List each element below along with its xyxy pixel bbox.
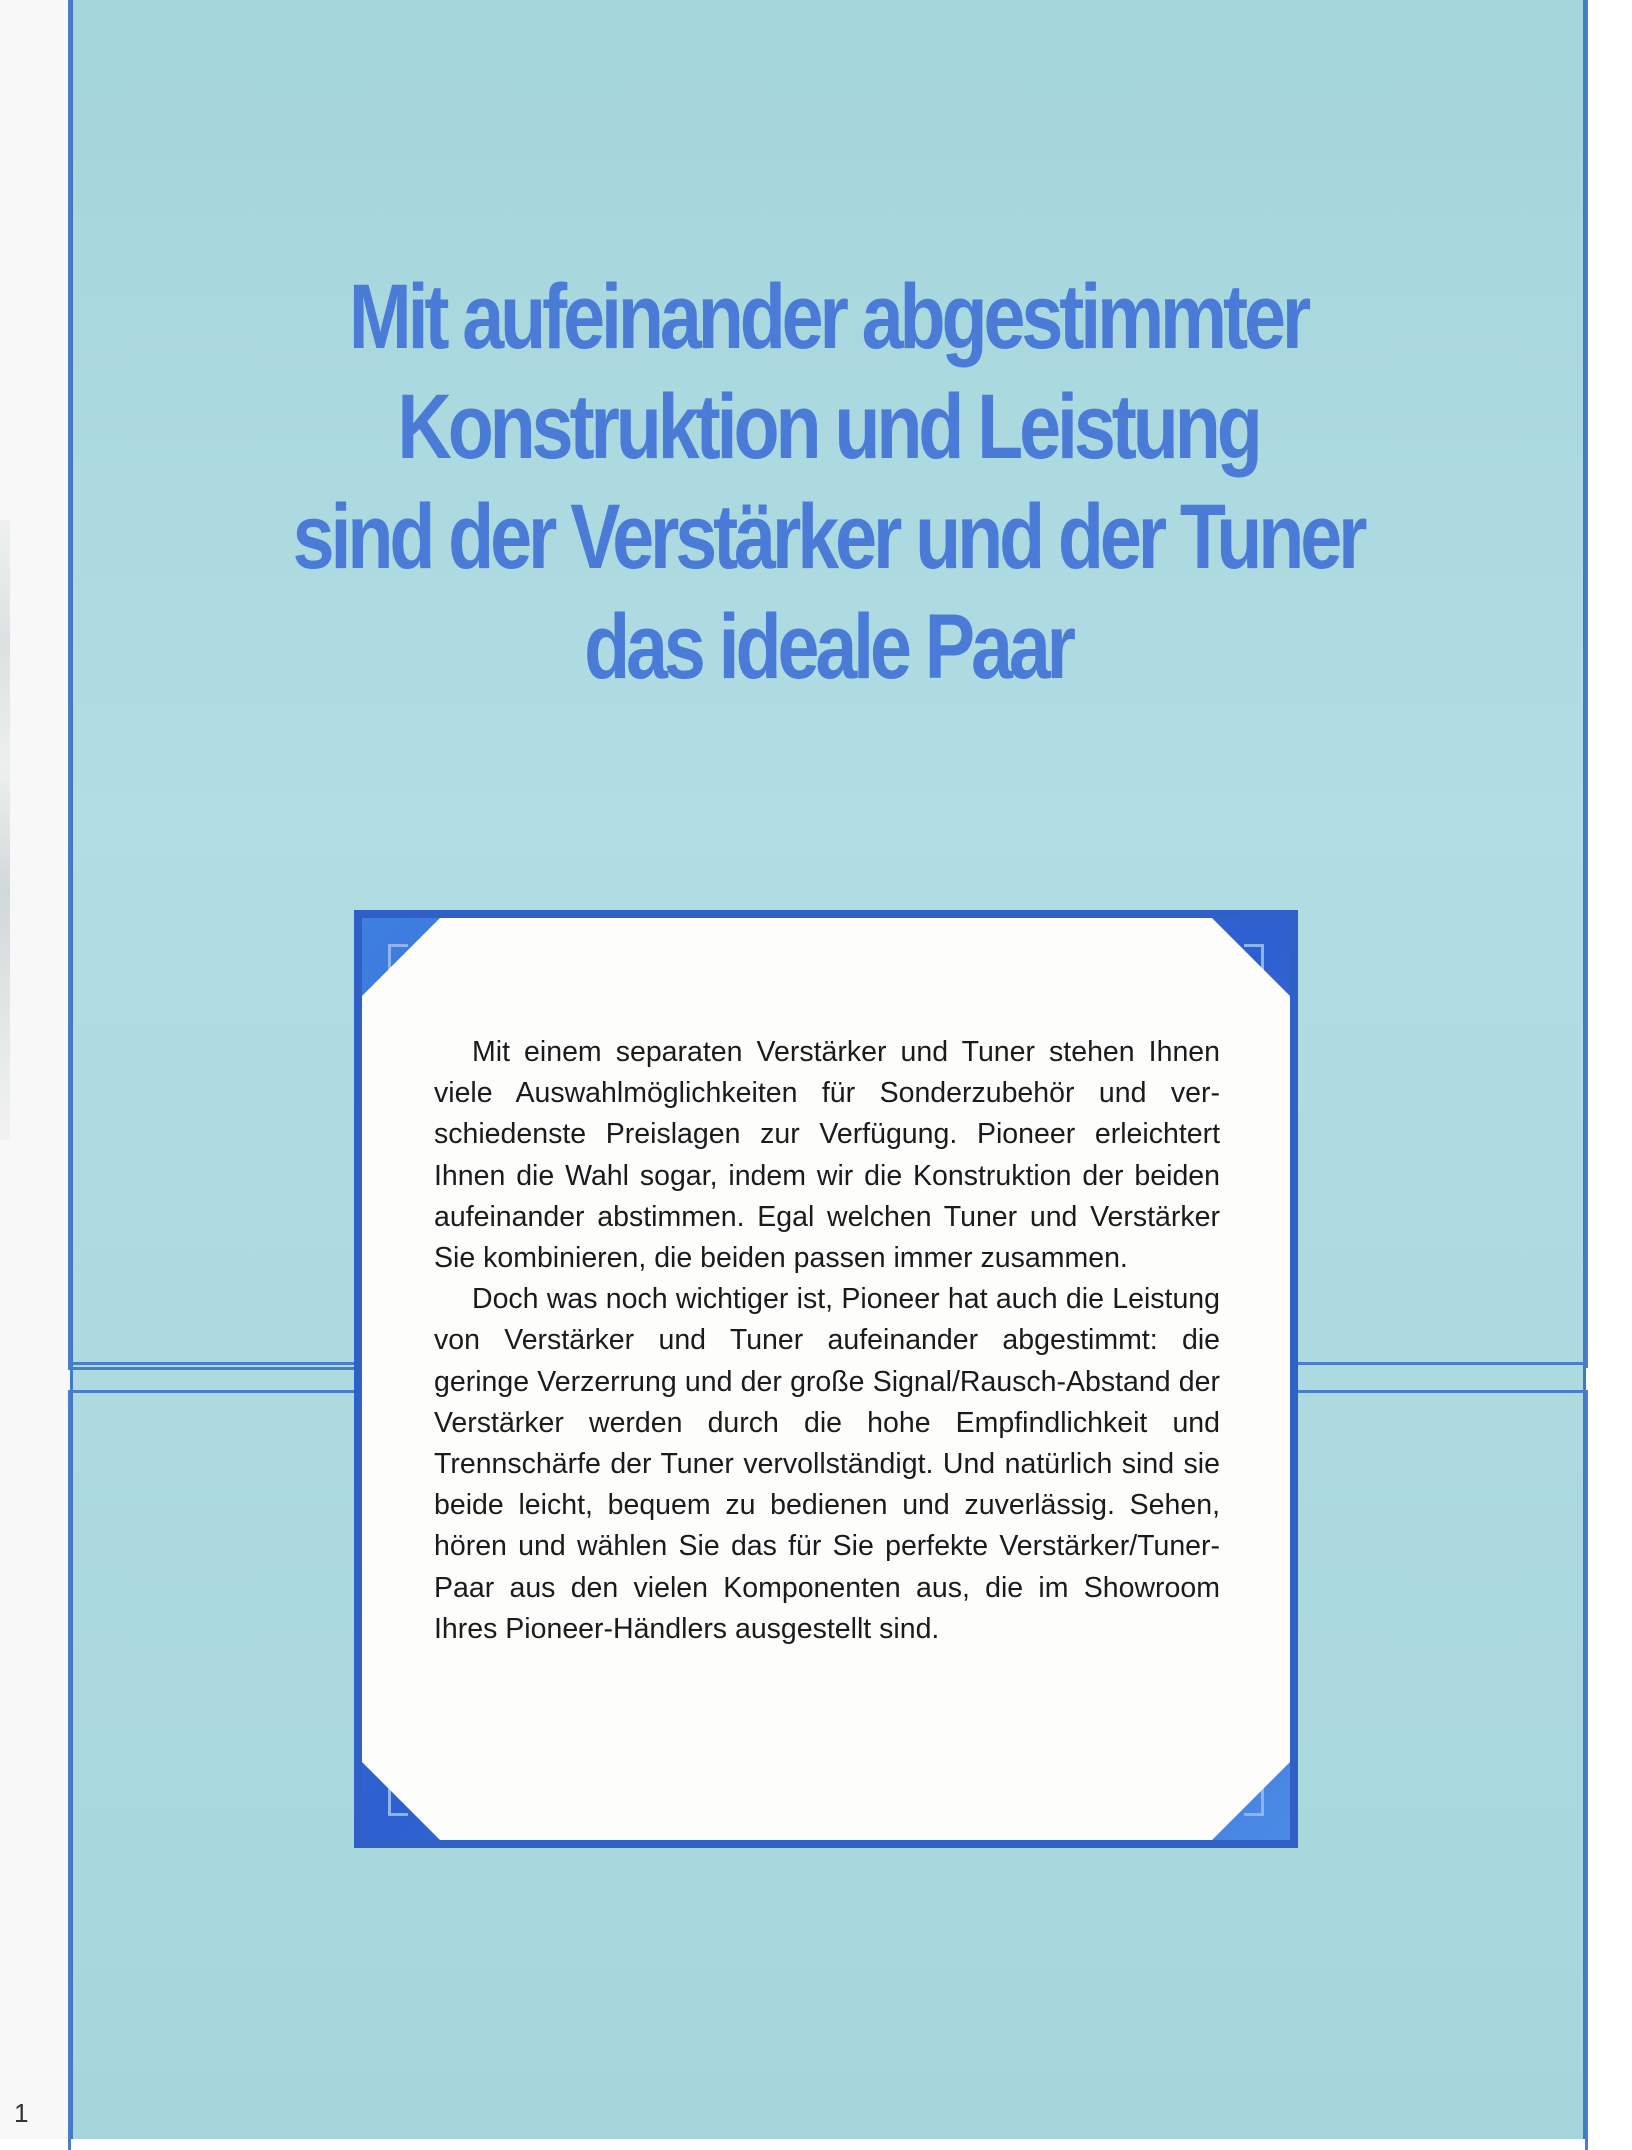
adjacent-page-edge [0,520,10,1140]
frame-right-edge [1582,0,1588,1368]
headline-line-2: Konstruktion und Leistung [397,376,1259,478]
headline-line-1: Mit aufeinander abgestimmter [348,266,1308,368]
paragraph-1: Mit einem separaten Verstärker und Tuner stehen Ihnen viele Auswahlmöglichkeiten für Sonderzubehör und verschiedenste Preislagen zur Verfügung. Pioneer erleichtert Ihnen die Wahl sogar, indem wir die Konstruktion der beiden aufeinander abstimmen. Egal welchen Tuner und Verstärker Sie kombinieren, die beiden passen immer zusammen. [434,1036,1220,1275]
paragraph-2: Doch was noch wichtiger ist, Pioneer hat auch die Leistung von Verstärker und Tuner aufeinander abgestimmt: die geringe Verzerrung und der große Signal/Rausch-Abstand der Verstärker werden durch die hohe Empfindlichkeit und Trennschärfe der Tuner vervollständigt. Und natürlich sind sie beide leicht, bequem zu bedienen und zuverlässig. Sehen, hören und wählen Sie das für Sie perfekte Verstärker/Tuner-Paar aus den vielen Komponenten aus, die im Showroom Ihres Pioneer-Händlers ausgestellt sind. [434,1283,1220,1645]
left-page-margin [0,0,70,2139]
headline-line-4: das ideale Paar [584,596,1072,698]
frame-upper-right [1288,1362,1588,1372]
headline [206,262,1449,702]
frame-upper-left-bottom [68,1362,364,1372]
frame-lower-left [68,1390,364,2150]
body-text [434,1032,1220,1650]
headline-line-3: sind der Verstärker und der Tuner [292,486,1364,588]
frame-lower-right [1288,1390,1588,2150]
page-number: 1 [14,2098,29,2128]
